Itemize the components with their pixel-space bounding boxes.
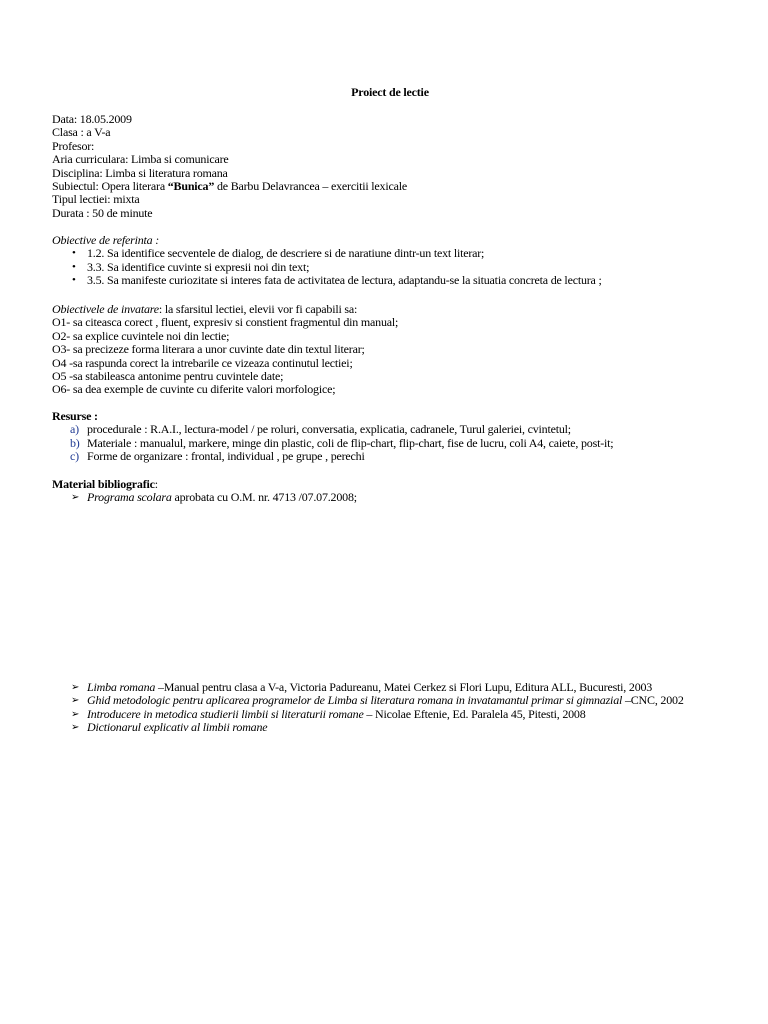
list-item: O1- sa citeasca corect , fluent, expresiv si constient fragmentul din manual; [52, 315, 399, 330]
discipline-line: Disciplina: Limba si literatura romana [52, 165, 228, 180]
teacher-line: Profesor: [52, 138, 95, 153]
list-marker: a) [70, 422, 79, 437]
bibliography-section [52, 478, 742, 505]
subject-prefix: Subiectul: Opera literara [52, 178, 168, 193]
list-item [52, 491, 742, 504]
resources-section [52, 410, 742, 464]
reference-objectives-section [52, 234, 742, 288]
learning-objectives-section [52, 303, 742, 397]
resources-heading: Resurse : [52, 409, 98, 423]
bullet-icon: • [72, 274, 76, 287]
list-item [52, 274, 742, 287]
reference-details: – Nicolae Eftenie, Ed. Paralela 45, Pitesti, 2008 [363, 706, 586, 721]
list-item-text: Materiale : manualul, markere, minge din plastic, coli de flip-chart, flip-chart, fise de lucru, coli A4, caiete, post-it; [87, 435, 614, 450]
reference-title: Introducere in metodica studierii limbii si literaturii romane [87, 706, 364, 721]
list-item-text [87, 721, 267, 734]
learning-objectives-heading-rest: : la sfarsitul lectiei, elevii vor fi capabili sa: [158, 302, 358, 316]
class-line: Clasa : a V-a [52, 125, 111, 140]
subject-work-title: “Bunica” [167, 178, 215, 193]
duration-line: Durata : 50 de minute [52, 205, 153, 220]
list-marker: b) [70, 435, 80, 450]
list-item-text: 3.3. Sa identifice cuvinte si expresii noi din text; [87, 259, 310, 274]
subject-suffix: de Barbu Delavrancea – exercitii lexicale [214, 178, 407, 193]
list-item-text [87, 694, 684, 707]
reference-details: –Manual pentru clasa a V-a, Victoria Padureanu, Matei Cerkez si Flori Lupu, Editura ALL, Bucuresti, 2003 [155, 680, 653, 694]
list-item-text [87, 491, 357, 504]
arrow-bullet-icon: ➢ [71, 708, 80, 720]
list-item [52, 694, 742, 707]
bibliography-heading [52, 478, 742, 491]
list-item-text: Forme de organizare : frontal, individual , pe grupe , perechi [87, 449, 365, 464]
reference-details: –CNC, 2002 [622, 693, 684, 708]
list-item-text: 1.2. Sa identifice secventele de dialog, de descriere si de naratiune dintr-un text literar; [87, 246, 485, 261]
reference-title: Limba romana [87, 680, 156, 694]
learning-objectives-heading [52, 303, 742, 316]
list-item [52, 708, 742, 721]
bibliography-heading-label: Material bibliografic [52, 477, 155, 491]
reference-objectives-heading: Obiective de referinta : [52, 233, 160, 247]
document-title: Proiect de lectie [351, 85, 429, 99]
subject-line [52, 180, 742, 193]
lesson-type-line: Tipul lectiei: mixta [52, 192, 140, 207]
bullet-icon: • [72, 260, 76, 273]
list-item [52, 261, 742, 274]
list-item [52, 437, 742, 450]
list-item: O2- sa explice cuvintele noi din lectie; [52, 328, 230, 343]
arrow-bullet-icon: ➢ [71, 492, 80, 504]
lesson-header [52, 113, 742, 220]
list-item [52, 450, 742, 463]
reference-title: Ghid metodologic pentru aplicarea programelor de Limba si literatura romana in invatamantul primar si gimnazial [87, 693, 623, 708]
list-marker: c) [70, 449, 79, 464]
learning-objectives-heading-label: Obiectivele de invatare [52, 302, 159, 316]
list-item: O3- sa precizeze forma literara a unor cuvinte date din textul literar; [52, 342, 365, 357]
list-item-text: procedurale : R.A.I., lectura-model / pe roluri, conversatia, explicatia, cadranele, Turul galeriei, cvintetul; [87, 422, 571, 437]
list-item-text [87, 681, 652, 694]
bullet-icon: • [72, 247, 76, 260]
arrow-bullet-icon: ➢ [71, 682, 80, 693]
list-item: O5 -sa stabileasca antonime pentru cuvintele date; [52, 368, 284, 383]
reference-title: Dictionarul explicativ al limbii romane [87, 720, 268, 735]
arrow-bullet-icon: ➢ [71, 695, 80, 707]
bibliography-list [52, 681, 742, 735]
reference-title: Programa scolara [87, 490, 172, 505]
curricular-area-line: Aria curriculara: Limba si comunicare [52, 152, 229, 167]
list-item-text [87, 708, 586, 721]
list-item-text: 3.5. Sa manifeste curiozitate si interes fata de activitatea de lectura, adaptandu-se la situatia concreta de lectura ; [87, 273, 602, 288]
arrow-bullet-icon: ➢ [71, 722, 80, 734]
bibliography-heading-colon: : [154, 477, 158, 491]
list-item: O6- sa dea exemple de cuvinte cu diferite valori morfologice; [52, 382, 336, 397]
list-item: O4 -sa raspunda corect la intrebarile ce vizeaza continutul lectiei; [52, 355, 353, 370]
list-item [52, 721, 742, 734]
list-item [52, 247, 742, 260]
date-line: Data: 18.05.2009 [52, 112, 132, 126]
reference-details: aprobata cu O.M. nr. 4713 /07.07.2008; [171, 490, 357, 505]
list-item [52, 681, 742, 694]
list-item [52, 423, 742, 436]
